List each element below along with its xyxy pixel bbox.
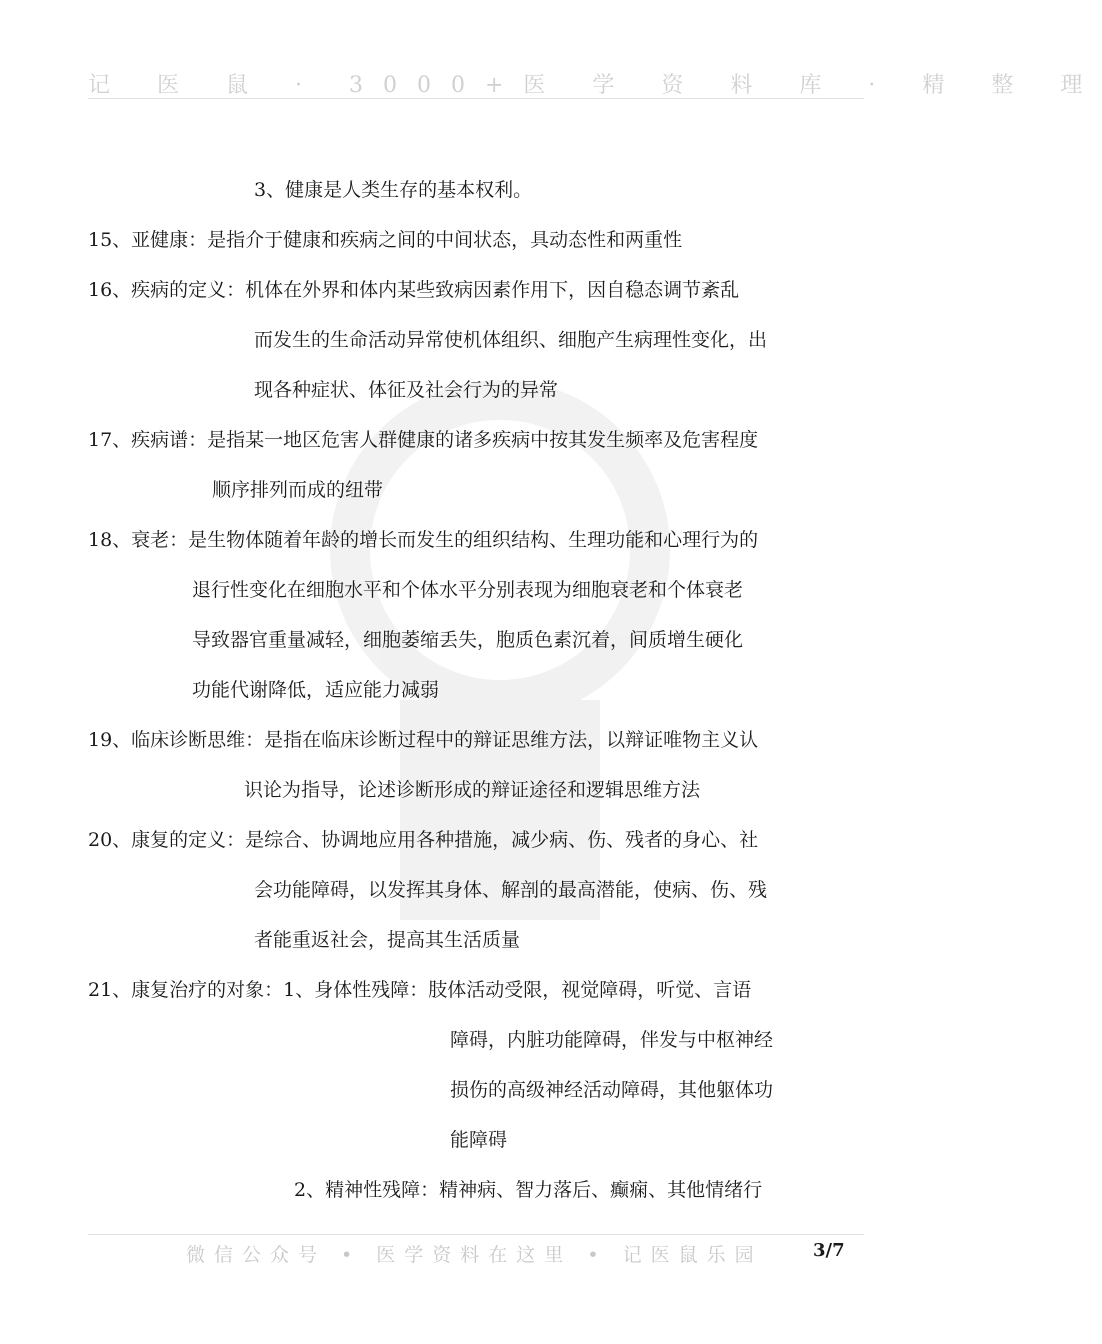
footer-divider	[88, 1234, 864, 1235]
body-line: 2、精神性残障：精神病、智力落后、癫痫、其他情绪行	[294, 1179, 763, 1201]
body-line: 会功能障碍，以发挥其身体、解剖的最高潜能，使病、伤、残	[254, 879, 768, 901]
body-line: 导致器官重量减轻，细胞萎缩丢失，胞质色素沉着，间质增生硬化	[192, 629, 744, 651]
page-number: 3/7	[813, 1240, 845, 1261]
body-line: 能障碍	[450, 1129, 508, 1151]
body-line: 18、衰老：是生物体随着年龄的增长而发生的组织结构、生理功能和心理行为的	[88, 529, 759, 551]
body-line: 功能代谢降低，适应能力减弱	[192, 679, 440, 701]
body-line: 损伤的高级神经活动障碍，其他躯体功	[450, 1079, 774, 1101]
body-line: 15、亚健康：是指介于健康和疾病之间的中间状态，具动态性和两重性	[88, 229, 683, 251]
body-line: 3、健康是人类生存的基本权利。	[254, 179, 533, 201]
body-line: 退行性变化在细胞水平和个体水平分别表现为细胞衰老和个体衰老	[192, 579, 744, 601]
body-line: 现各种症状、体征及社会行为的异常	[254, 379, 559, 401]
body-line: 19、临床诊断思维：是指在临床诊断过程中的辩证思维方法，以辩证唯物主义认	[88, 729, 759, 751]
footer-text: 微信公众号 • 医学资料在这里 • 记医鼠乐园	[186, 1244, 763, 1266]
body-line: 顺序排列而成的纽带	[212, 479, 384, 501]
body-line: 21、康复治疗的对象：1、身体性残障：肢体活动受限，视觉障碍，听觉、言语	[88, 979, 752, 1001]
body-line: 识论为指导，论述诊断形成的辩证途径和逻辑思维方法	[244, 779, 701, 801]
body-line: 而发生的生命活动异常使机体组织、细胞产生病理性变化，出	[254, 329, 768, 351]
body-line: 20、康复的定义：是综合、协调地应用各种措施，减少病、伤、残者的身心、社	[88, 829, 759, 851]
body-line: 16、疾病的定义：机体在外界和体内某些致病因素作用下，因自稳态调节紊乱	[88, 279, 740, 301]
header-text: 记 医 鼠 · 3000+医 学 资 料 库 · 精 整 理	[88, 73, 1102, 98]
body-line: 障碍，内脏功能障碍，伴发与中枢神经	[450, 1029, 774, 1051]
body-line: 17、疾病谱：是指某一地区危害人群健康的诸多疾病中按其发生频率及危害程度	[88, 429, 759, 451]
body-line: 者能重返社会，提高其生活质量	[254, 929, 521, 951]
